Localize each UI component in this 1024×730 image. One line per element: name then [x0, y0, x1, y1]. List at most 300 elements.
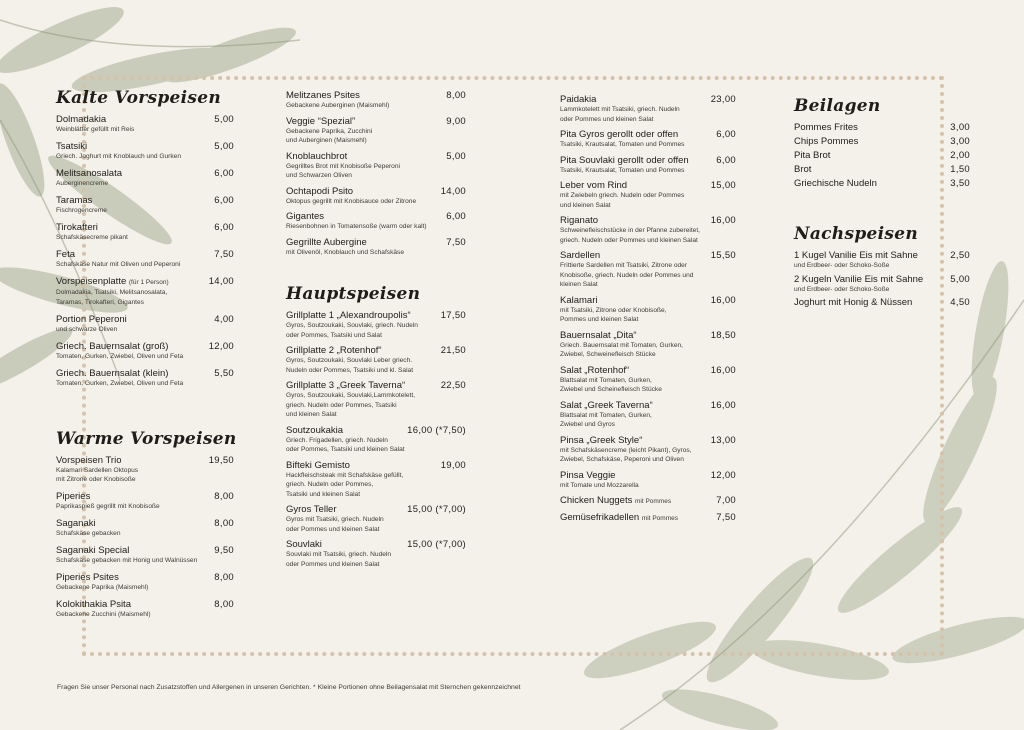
menu-item-title	[56, 599, 131, 610]
menu-item-name: Souvlaki	[286, 539, 322, 550]
menu-item-price: 5,00	[214, 114, 234, 125]
menu-item-row	[56, 276, 234, 288]
menu-item-title	[56, 222, 98, 233]
menu-item-row	[794, 150, 970, 161]
menu-item-name: Salat „Rotenhof“	[560, 364, 630, 376]
warme-vorspeisen-heading: Warme Vorspeisen	[56, 428, 237, 449]
menu-item-description: Riesenbohnen in Tomatensoße (warm oder kalt)	[286, 223, 427, 230]
menu-item-description: mit Tomate und Mozzarella	[560, 481, 639, 489]
menu-item-name: Griech. Bauernsalat (groß)	[56, 340, 169, 352]
menu-item-title	[56, 249, 75, 260]
menu-item-description: Gebackene Auberginen (Maismehl)	[286, 102, 390, 109]
menu-item-title	[560, 512, 678, 524]
menu-item	[794, 136, 970, 147]
menu-item-title	[560, 180, 627, 191]
menu-item-description: mit Olivenöl, Knoblauch und Schafskäse	[286, 248, 405, 256]
menu-item-price: 7,50	[446, 236, 466, 248]
menu-item-name: Vorspeisenplatte	[56, 276, 127, 287]
menu-item-description: Zwiebel, Schafskäse, Peperoni und Oliven	[560, 456, 684, 463]
menu-item-description: Fischrogencreme	[56, 207, 107, 214]
menu-item-title	[286, 345, 382, 356]
menu-item	[286, 380, 466, 420]
menu-item-title	[560, 495, 671, 507]
menu-item-price: 9,00	[446, 115, 466, 127]
menu-item	[56, 572, 234, 593]
menu-item	[286, 310, 466, 340]
menu-item	[286, 151, 466, 181]
menu-item-row	[560, 250, 736, 261]
menu-item	[56, 249, 234, 270]
menu-item-name: Saganaki	[56, 518, 96, 529]
menu-item-description: Tsatsiki und kleinen Salat	[286, 490, 361, 498]
menu-item-title	[560, 155, 689, 166]
menu-item-price: 8,00	[446, 90, 466, 101]
menu-item-description: Tomaten, Gurken, Zwiebel, Oliven und Feta	[56, 379, 184, 387]
menu-item-name: Pita Souvlaki gerollt oder offen	[560, 154, 689, 166]
menu-item-name: Piperies Psites	[56, 572, 119, 583]
menu-item-description: mit Zwiebeln griech. Nudeln oder Pommes	[560, 192, 685, 199]
menu-item-price: 3,50	[950, 178, 970, 189]
menu-item	[286, 116, 466, 146]
menu-item	[794, 150, 970, 161]
menu-item	[560, 155, 736, 176]
menu-item-price: 7,00	[716, 495, 736, 506]
menu-item-row	[560, 365, 736, 376]
menu-item-description: griech. Nudeln oder Pommes und kleinen Salat	[560, 236, 698, 244]
hauptspeisen-continued-list	[560, 94, 736, 524]
kalte-vorspeisen-list	[56, 114, 234, 388]
menu-item	[560, 470, 736, 491]
menu-item-title	[286, 310, 411, 321]
menu-item-description: Griech. Bauernsalat mit Tomaten, Gurken,	[560, 341, 684, 349]
menu-item-price: 1,50	[950, 164, 970, 175]
menu-item-description: Kalamari Sardellen Oktopus	[56, 466, 139, 474]
menu-item-description: und kleinen Salat	[286, 411, 337, 418]
menu-item-row	[560, 215, 736, 226]
menu-item-note: mit Pommes	[641, 515, 678, 522]
menu-item-title	[56, 195, 92, 206]
menu-item-row	[286, 345, 466, 356]
menu-item-row	[56, 572, 234, 583]
menu-item-description: Schafskäse gebacken	[56, 530, 121, 537]
menu-item-description: mit Tsatsiki, Zitrone oder Knobisoße,	[560, 306, 667, 314]
menu-item-price: 16,00	[710, 399, 736, 411]
menu-item-description: Gyros mit Tsatsiki, griech. Nudeln	[286, 516, 384, 523]
menu-item-description: mit Zitrone oder Knobisoße	[56, 476, 136, 483]
menu-item-price: 5,00	[950, 273, 970, 285]
menu-item-name: Feta	[56, 249, 76, 260]
menu-item-title	[560, 435, 642, 446]
menu-item	[56, 491, 234, 512]
menu-item-description: Dolmadakia, Tsatsiki, Melitsanosalata,	[56, 289, 168, 296]
menu-item-row	[286, 151, 466, 162]
menu-item-price: 6,00	[214, 195, 234, 206]
menu-item-name: Vorspeisen Trio	[56, 454, 122, 466]
menu-item-name: Paidakia	[560, 94, 597, 105]
menu-item-description: Paprikaspieß gegrillt mit Knobisoße	[56, 503, 160, 510]
menu-item	[560, 94, 736, 124]
menu-item-title	[56, 368, 168, 379]
menu-item	[56, 599, 234, 620]
menu-item	[560, 295, 736, 325]
hauptspeisen-heading: Hauptspeisen	[286, 284, 421, 304]
menu-item	[56, 341, 234, 362]
menu-item-name: Saganaki Special	[56, 545, 130, 556]
menu-item-price: 19,50	[208, 454, 234, 466]
menu-item-row	[56, 545, 234, 556]
menu-item-title	[286, 504, 337, 515]
menu-item-title	[56, 491, 90, 502]
menu-item-description: oder Pommes, Tsatsiki und kleinen Salat	[286, 446, 405, 453]
menu-item-name: Gigantes	[286, 211, 325, 222]
menu-item-title	[560, 330, 637, 341]
menu-item-description: Gebackene Zucchini (Maismehl)	[56, 611, 151, 618]
menu-item-title	[794, 136, 858, 147]
menu-item-description: kleinen Salat	[560, 281, 598, 288]
menu-item-row	[286, 211, 466, 222]
menu-item-description: griech. Nudeln oder Pommes, Tsatsiki	[286, 401, 397, 409]
menu-item	[56, 195, 234, 216]
menu-item-row	[56, 368, 234, 379]
menu-item-row	[560, 94, 736, 105]
menu-item-description: Blattsalat mit Tomaten, Gurken,	[560, 376, 652, 384]
beilagen-list	[794, 122, 970, 189]
menu-item	[56, 141, 234, 162]
menu-item-row	[794, 297, 970, 308]
menu-item-description: Tsatsiki, Krautsalat, Tomaten und Pommes	[560, 166, 685, 174]
menu-item-description: Blattsalat mit Tomaten, Gurken,	[560, 411, 652, 419]
menu-item-row	[560, 180, 736, 191]
menu-item-row	[794, 164, 970, 175]
menu-item-description: und Auberginen (Maismehl)	[286, 137, 367, 144]
menu-item-note: (für 1 Person)	[128, 279, 169, 286]
menu-item-title	[286, 539, 322, 550]
menu-item	[560, 400, 736, 430]
menu-item-description: und Erdbeer- oder Schoko-Soße	[794, 262, 890, 269]
menu-item-name: Bifteki Gemisto	[286, 459, 350, 471]
menu-item-name: Pita Brot	[794, 150, 831, 161]
menu-item-price: 6,00	[446, 211, 466, 222]
column-3	[560, 94, 736, 529]
menu-item-price: 5,50	[214, 367, 234, 379]
menu-item-name: Joghurt mit Honig & Nüssen	[794, 297, 913, 308]
menu-item-title	[560, 94, 596, 105]
menu-item-row	[286, 504, 466, 515]
menu-item-row	[56, 168, 234, 179]
menu-item	[794, 164, 970, 175]
menu-item-title	[56, 455, 121, 466]
menu-item-description: Pommes und kleinen Salat	[560, 316, 639, 323]
menu-item-description: Schweinefleischstücke in der Pfanne zubereitet,	[560, 227, 701, 234]
menu-item-row	[286, 237, 466, 248]
menu-item	[56, 518, 234, 539]
menu-item-name: Griech. Bauernsalat (klein)	[56, 367, 169, 379]
menu-item-title	[560, 470, 615, 481]
menu-item-row	[56, 314, 234, 325]
menu-item	[286, 460, 466, 500]
menu-item-price: 5,00	[446, 150, 466, 162]
menu-item-price: 15,00	[710, 180, 736, 191]
menu-item-price: 7,50	[716, 512, 736, 523]
menu-item-price: 15,50	[710, 250, 736, 261]
menu-item-name: Melitsanosalata	[56, 168, 123, 179]
menu-item	[560, 129, 736, 150]
menu-item-title	[286, 211, 324, 222]
menu-item-name: Pinsa Veggie	[560, 469, 616, 481]
menu-item-row	[56, 195, 234, 206]
menu-item-name: Gyros Teller	[286, 504, 337, 515]
menu-item-row	[560, 129, 736, 140]
menu-item-name: Leber vom Rind	[560, 180, 628, 191]
menu-item-description: mit Schafskäsencreme (leicht Pikant), Gyros,	[560, 446, 692, 454]
menu-item	[286, 345, 466, 375]
menu-item-name: Riganato	[560, 215, 599, 226]
nachspeisen-list	[794, 250, 970, 308]
menu-item-row	[56, 455, 234, 466]
menu-item-title	[560, 400, 653, 411]
menu-item-row	[560, 435, 736, 446]
menu-item	[286, 211, 466, 232]
warme-vorspeisen-list	[56, 455, 234, 620]
menu-item-description: Schafskäse Natur mit Oliven und Peperoni	[56, 261, 181, 268]
menu-item-description: oder Pommes und kleinen Salat	[286, 560, 380, 568]
menu-item-price: 2,50	[950, 250, 970, 261]
menu-item-description: Nudeln oder Pommes, Tsatsiki und kl. Salat	[286, 366, 414, 374]
menu-item-name: Chicken Nuggets	[560, 495, 633, 506]
menu-item-description: Schafskäse gebacken mit Honig und Walnüssen	[56, 557, 198, 564]
menu-item-row	[286, 310, 466, 321]
menu-item-title	[56, 276, 169, 288]
hauptspeisen-list	[286, 310, 466, 569]
menu-item-price: 14,00	[208, 276, 234, 287]
menu-item-description: und kleinen Salat	[560, 201, 611, 209]
menu-item-description: Griech. Joghurt mit Knoblauch und Gurken	[56, 153, 181, 160]
menu-item-description: Zwiebel und Gyros	[560, 421, 615, 428]
menu-item	[286, 425, 466, 455]
menu-item-price: 4,00	[214, 313, 234, 325]
menu-item	[560, 365, 736, 395]
menu-item-title	[56, 168, 122, 179]
menu-item-title	[286, 237, 367, 248]
allergen-footnote: Fragen Sie unser Personal nach Zusatzstoffen und Allergenen in unseren Gerichten. * Kleine Portionen ohne Beilagensalat mit Sternchen gekennzeichnet	[57, 684, 521, 691]
menu-item-price: 16,00	[710, 294, 736, 306]
menu-item-name: Gegrillte Aubergine	[286, 236, 367, 248]
menu-item-title	[794, 122, 858, 133]
menu-item-row	[56, 491, 234, 502]
menu-item-name: Soutzoukakia	[286, 424, 344, 436]
menu-item	[56, 114, 234, 135]
menu-item-name: Knoblauchbrot	[286, 150, 348, 162]
menu-item	[56, 545, 234, 566]
menu-item	[560, 180, 736, 210]
menu-item	[286, 237, 466, 258]
menu-item	[560, 435, 736, 465]
menu-item	[56, 368, 234, 389]
menu-item-description: Tomaten, Gurken, Zwiebel, Oliven und Feta	[56, 352, 184, 360]
menu-item-price: 18,50	[710, 329, 736, 341]
menu-item-description: Gebackene Paprika (Maismehl)	[56, 584, 149, 591]
menu-item-row	[286, 186, 466, 197]
menu-item	[560, 330, 736, 360]
menu-item-price: 8,00	[214, 491, 234, 502]
menu-item-name: Piperies	[56, 491, 91, 502]
menu-item-title	[286, 380, 405, 391]
menu-item-title	[794, 274, 923, 285]
menu-item-price: 8,00	[214, 599, 234, 610]
menu-item-price: 13,00	[710, 434, 736, 446]
menu-item-price: 15,00 (*7,00)	[407, 504, 466, 515]
menu-item-price: 23,00	[710, 94, 736, 105]
menu-item-price: 4,50	[950, 297, 970, 308]
menu-item-price: 6,00	[716, 129, 736, 140]
menu-item-description: griech. Nudeln oder Pommes,	[286, 481, 374, 488]
menu-item-price: 15,00 (*7,00)	[407, 539, 466, 550]
menu-item-row	[794, 250, 970, 261]
menu-item-name: Brot	[794, 164, 812, 175]
menu-item-price: 9,50	[214, 545, 234, 556]
menu-item	[56, 314, 234, 335]
menu-item-description: Hackfleischsteak mit Schafskäse gefüllt,	[286, 471, 404, 479]
menu-item-name: Taramas	[56, 195, 93, 206]
menu-item-price: 8,00	[214, 572, 234, 583]
menu-item-title	[794, 178, 877, 189]
menu-item	[56, 168, 234, 189]
menu-item-title	[56, 341, 168, 352]
menu-item-name: Gemüsefrikadellen	[560, 512, 640, 523]
menu-item-name: Tsatsiki	[56, 141, 88, 152]
menu-item-price: 3,00	[950, 122, 970, 133]
menu-item-name: Kolokithakia Psita	[56, 599, 131, 610]
menu-item-description: Souvlaki mit Tsatsiki, griech. Nudeln	[286, 551, 392, 558]
menu-item-description: Zwiebel, Schweinefleisch Stücke	[560, 351, 656, 358]
menu-item-price: 14,00	[440, 185, 466, 197]
menu-item-title	[56, 314, 127, 325]
menu-item	[794, 178, 970, 189]
menu-item	[286, 186, 466, 207]
menu-item	[560, 215, 736, 245]
menu-item-price: 7,50	[214, 249, 234, 260]
menu-item-name: Ochtapodi Psito	[286, 185, 354, 197]
menu-item-title	[560, 295, 598, 306]
menu-item-title	[794, 150, 830, 161]
menu-item	[560, 250, 736, 290]
menu-item	[286, 90, 466, 111]
menu-item-row	[794, 122, 970, 133]
menu-item-row	[794, 136, 970, 147]
menu-item-description: Auberginencreme	[56, 180, 109, 187]
menu-item-title	[286, 425, 343, 436]
menu-item-name: Bauernsalat „Dita“	[560, 329, 637, 341]
kalte-vorspeisen-heading: Kalte Vorspeisen	[56, 88, 222, 108]
menu-item	[56, 222, 234, 243]
menu-item-description: oder Pommes und kleinen Salat	[286, 525, 380, 533]
menu-item-name: Veggie “Spezial”	[286, 115, 356, 127]
menu-item-description: Schafskäsecreme pikant	[56, 234, 128, 241]
menu-item-title	[560, 215, 598, 226]
menu-item-description: Gebackene Paprika, Zucchini	[286, 127, 373, 135]
menu-item-row	[56, 599, 234, 610]
menu-item-price: 12,00	[710, 469, 736, 481]
menu-item-title	[286, 151, 347, 162]
menu-item-row	[560, 295, 736, 306]
menu-item-title	[794, 297, 912, 308]
menu-item-title	[56, 141, 87, 152]
menu-item-row	[56, 341, 234, 352]
menu-item	[286, 504, 466, 534]
menu-item-description: und schwarze Oliven	[56, 325, 118, 333]
menu-item-name: Melitzanes Psites	[286, 90, 360, 101]
menu-item-description: oder Pommes und kleinen Salat	[560, 115, 654, 123]
menu-item-description: Frittierte Sardellen mit Tsatsiki, Zitrone oder	[560, 262, 688, 269]
warme-vorspeisen-continued-list	[286, 90, 466, 257]
menu-item-row	[56, 141, 234, 152]
menu-item-price: 21,50	[440, 345, 466, 356]
menu-item	[56, 455, 234, 485]
menu-item-name: Pommes Frites	[794, 122, 858, 133]
menu-item-row	[56, 222, 234, 233]
menu-item	[560, 512, 736, 524]
menu-item-title	[56, 572, 119, 583]
menu-item-name: Kalamari	[560, 294, 598, 306]
menu-item	[794, 122, 970, 133]
menu-item-description: oder Pommes, Tsatsiki und Salat	[286, 331, 382, 339]
menu-item-name: Griechische Nudeln	[794, 178, 877, 189]
beilagen-heading: Beilagen	[794, 96, 881, 116]
menu-item-name: Grillplatte 2 „Rotenhof“	[286, 345, 382, 356]
menu-item-row	[56, 249, 234, 260]
menu-item	[794, 297, 970, 308]
menu-item-row	[56, 114, 234, 125]
menu-item-name: 1 Kugel Vanilie Eis mit Sahne	[794, 250, 918, 261]
menu-item-description: Gyros, Soutzoukaki, Souvlaki Leber griech.	[286, 357, 413, 364]
menu-item-row	[560, 155, 736, 166]
menu-item-title	[56, 545, 129, 556]
menu-item-title	[560, 250, 600, 261]
menu-item-description: Gyros, Soutzoukaki, Souvlaki,Lammkotelett,	[286, 392, 415, 399]
menu-item-description: und Schwarzen Oliven	[286, 172, 352, 179]
menu-item-name: Portion Peperoni	[56, 313, 127, 325]
menu-item-description: Oktopus gegrillt mit Knobisauce oder Zitrone	[286, 197, 417, 205]
nachspeisen-heading: Nachspeisen	[794, 224, 919, 244]
menu-item-title	[794, 164, 811, 175]
menu-item-row	[560, 512, 736, 524]
menu-item-description: Gegrilltes Brot mit Knobisoße Peperoni	[286, 162, 400, 170]
menu-item-price: 8,00	[214, 518, 234, 529]
menu-item-row	[286, 90, 466, 101]
menu-item-row	[794, 274, 970, 285]
menu-item-price: 5,00	[214, 141, 234, 152]
menu-item-price: 12,00	[208, 340, 234, 352]
menu-item-title	[286, 90, 360, 101]
menu-item-title	[286, 116, 355, 127]
menu-item-name: Pinsa „Greek Style“	[560, 434, 643, 446]
menu-item-name: Dolmadakia	[56, 114, 107, 125]
menu-item-title	[286, 186, 353, 197]
menu-item-row	[560, 400, 736, 411]
menu-item-description: Weinblätter gefüllt mit Reis	[56, 126, 135, 133]
menu-item-description: Zwiebel und Scheinefleisch Stücke	[560, 386, 662, 393]
menu-item-title	[560, 365, 629, 376]
menu-item	[56, 276, 234, 307]
menu-item-name: Salat „Greek Taverna“	[560, 399, 653, 411]
menu-item-price: 17,50	[440, 310, 466, 321]
menu-item-row	[56, 518, 234, 529]
menu-item-price: 19,00	[440, 459, 466, 471]
menu-item-note: mit Pommes	[635, 498, 672, 505]
menu-item-price: 16,00	[710, 364, 736, 376]
menu-item-title	[56, 518, 96, 529]
menu-item-price: 6,00	[214, 222, 234, 233]
